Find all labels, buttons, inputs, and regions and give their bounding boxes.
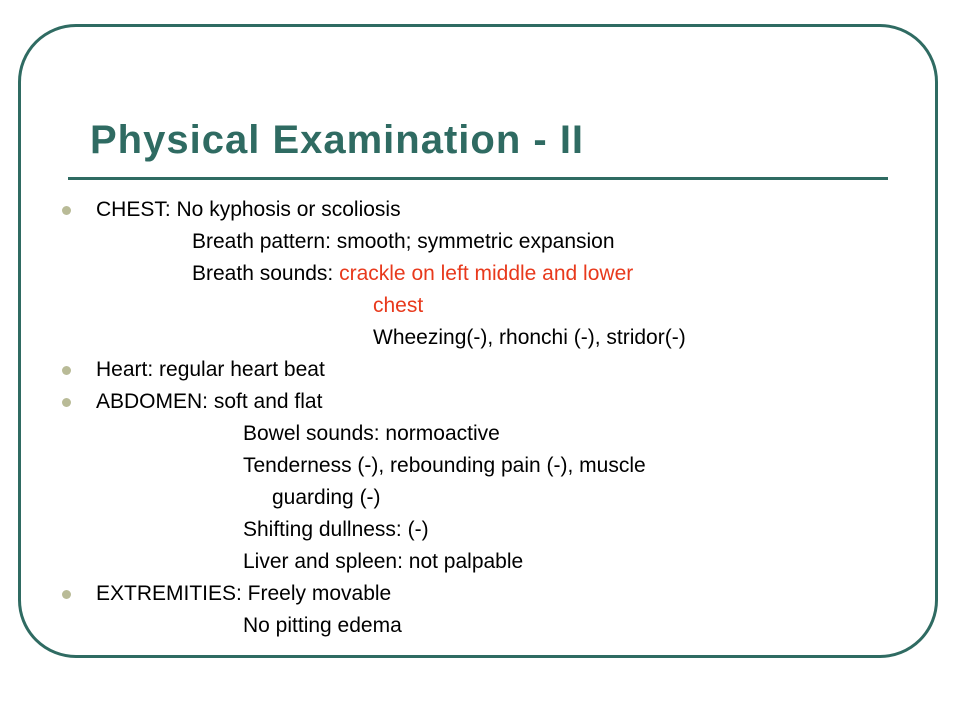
chest-breath-sounds — [192, 262, 633, 286]
chest-wheezing: Wheezing(-), rhonchi (-), stridor(-) — [373, 326, 686, 349]
bullet-abdomen — [62, 398, 71, 407]
slide-title: Physical Examination - II — [90, 118, 585, 162]
breath-sounds-finding: crackle on left middle and lower — [339, 262, 634, 285]
abdomen-tenderness-cont: guarding (-) — [272, 486, 381, 509]
abdomen-heading: ABDOMEN: soft and flat — [96, 390, 323, 413]
abdomen-shifting: Shifting dullness: (-) — [243, 518, 429, 541]
extremities-heading: EXTREMITIES: Freely movable — [96, 582, 392, 605]
extremities-edema: No pitting edema — [243, 614, 402, 637]
bullet-chest — [62, 206, 71, 215]
breath-sounds-finding-cont: chest — [373, 294, 424, 317]
chest-breath-pattern: Breath pattern: smooth; symmetric expansion — [192, 230, 615, 253]
bullet-extremities — [62, 590, 71, 599]
bullet-heart — [62, 366, 71, 375]
abdomen-bowel: Bowel sounds: normoactive — [243, 422, 500, 445]
chest-heading: CHEST: No kyphosis or scoliosis — [96, 198, 401, 221]
abdomen-liver: Liver and spleen: not palpable — [243, 550, 524, 573]
breath-sounds-label: Breath sounds: — [192, 262, 340, 285]
abdomen-tenderness: Tenderness (-), rebounding pain (-), muscle — [243, 454, 646, 477]
heart-heading: Heart: regular heart beat — [96, 358, 325, 381]
